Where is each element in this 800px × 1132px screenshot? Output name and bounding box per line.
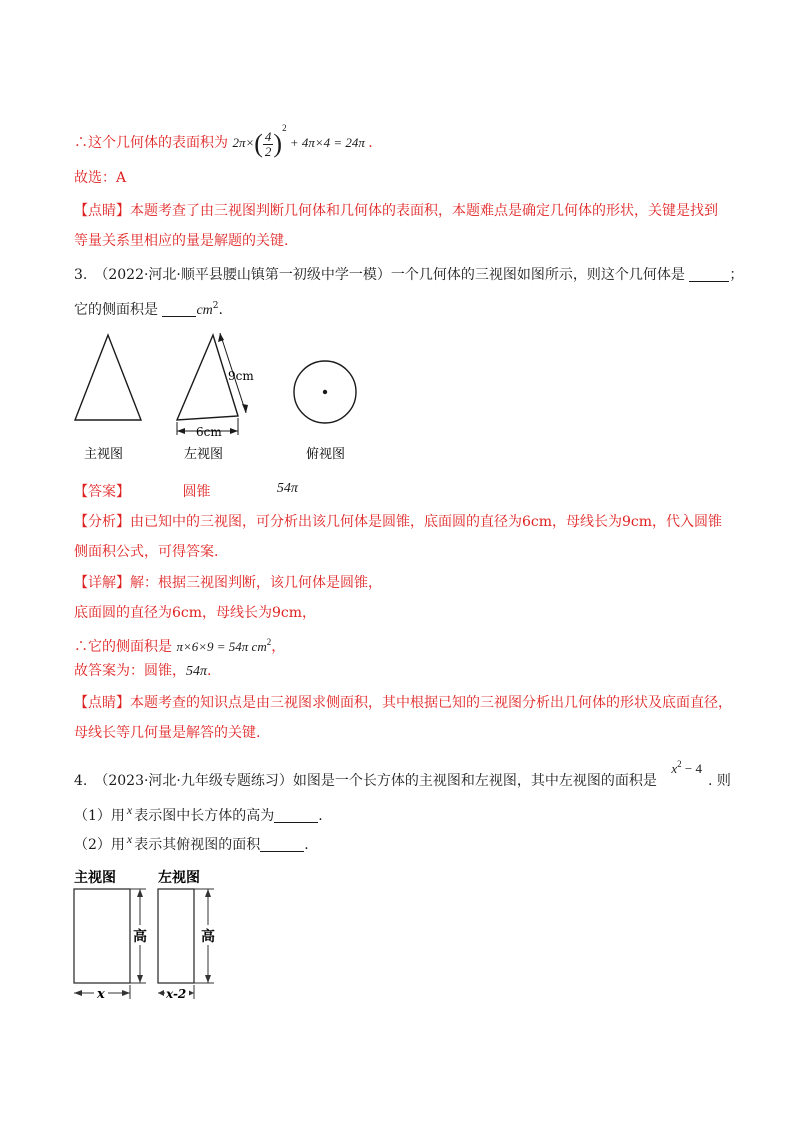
- q3-line-1-end: ；: [729, 267, 744, 283]
- answer-tag: 【答案】: [74, 484, 130, 500]
- slant-arrow-bottom: [242, 404, 248, 413]
- q3-unit-exp: 2: [212, 301, 219, 311]
- q4-sub2: [74, 832, 309, 855]
- left-paren: (: [254, 129, 263, 159]
- q3-line-2: [74, 296, 223, 321]
- fraction: [263, 130, 274, 159]
- slant-arrow-top: [218, 333, 224, 342]
- fraction-numerator: 4: [264, 128, 272, 144]
- q3-three-views-figure: [60, 325, 400, 465]
- point2-tag: 【点睛】: [74, 695, 130, 711]
- q4-front-height-arrow-top: [137, 889, 143, 897]
- detail-line-3: [74, 632, 285, 657]
- q4-expr: [671, 761, 702, 776]
- detail-formula-expr: π×6×9 = 54π cm: [176, 639, 267, 654]
- point2-line-1: [74, 693, 732, 713]
- analysis-tag: 【分析】: [74, 514, 130, 530]
- point2-line-2: 母线长等几何量是解答的关键.: [74, 725, 261, 741]
- detail-text-4: 故答案为：圆锥，: [74, 663, 186, 679]
- q4-expr-var: x: [671, 761, 678, 776]
- q3-unit: cm: [196, 303, 213, 318]
- q3-answer-blank-2[interactable]: [162, 302, 196, 317]
- q4-sub2-a: （2）用: [74, 837, 125, 853]
- q4-left-title: 左视图: [158, 870, 200, 886]
- point-tag: 【点睛】: [74, 203, 130, 219]
- detail-line-3-end: ，: [271, 639, 286, 655]
- q4-answer-blank-1[interactable]: [274, 808, 318, 823]
- q4-left-width-label: x-2: [166, 987, 187, 1001]
- q4-answer-blank-2[interactable]: [260, 837, 304, 852]
- q4-expr-tail: − 4: [681, 761, 702, 776]
- q3-text-2: 它的侧面积是: [74, 302, 158, 318]
- q4-front-width-arrow-left: [74, 990, 82, 996]
- analysis-line-2: 侧面积公式，可得答案.: [74, 544, 219, 560]
- left-view-label: 左视图: [184, 447, 224, 462]
- analysis-text-1: 由已知中的三视图，可分析出该几何体是圆锥，底面圆的直径为6cm，母线长为9cm，代入圆锥: [130, 514, 723, 530]
- q4-sub1-x: x: [126, 803, 133, 817]
- detail-value: 54π: [186, 664, 208, 679]
- q3-answer-blank-1[interactable]: [689, 267, 729, 282]
- q3-line-1: [74, 265, 743, 285]
- q4-expr-exp: 2: [677, 759, 682, 769]
- front-view-label: 主视图: [84, 447, 124, 462]
- detail-line-2: 底面圆的直径为6cm，母线长为9cm，: [74, 605, 317, 621]
- q4-sub2-x: x: [126, 832, 133, 846]
- q4-front-width-label: x: [97, 987, 105, 1002]
- choice-line: 故选：A: [74, 170, 127, 186]
- detail-text-1: 解：根据三视图判断，该几何体是圆锥，: [130, 575, 382, 591]
- right-paren: ): [273, 129, 283, 159]
- top-view-label: 俯视图: [306, 447, 346, 462]
- q4-left-height-arrow-top: [205, 889, 211, 897]
- q4-sub1-end: .: [318, 808, 323, 824]
- surface-area-prefix: ∴这个几何体的表面积为: [74, 135, 228, 151]
- top-view-center-dot: [323, 390, 327, 394]
- q4-front-height-label: 高: [133, 929, 147, 945]
- front-view-triangle: [75, 335, 141, 420]
- detail-tag: 【详解】: [74, 575, 130, 591]
- base-arrow-left: [177, 428, 185, 434]
- detail-line-4: [74, 661, 211, 682]
- slant-label: 9cm: [228, 369, 254, 383]
- q4-text-1: 4. （2023·河北·九年级专题练习）如图是一个长方体的主视图和左视图，其中左视图的面积是: [74, 773, 657, 789]
- q4-left-height-label: 高: [201, 929, 215, 945]
- q4-left-width-arrow-left: [158, 990, 164, 996]
- q4-sub1-b: 表示图中长方体的高为: [134, 808, 275, 824]
- q3-line-2-end: .: [218, 302, 223, 318]
- point2-text-1: 本题考查的知识点是由三视图求侧面积，其中根据已知的三视图分析出几何体的形状及底面直径，: [130, 695, 732, 711]
- q4-views-figure: [70, 865, 230, 1005]
- surface-area-formula: [232, 123, 368, 159]
- surface-area-line: [74, 108, 373, 159]
- q4-left-rect: [158, 889, 194, 983]
- detail-formula-exp: 2: [266, 637, 272, 647]
- detail-formula: [176, 639, 271, 654]
- formula-part-a: 2π×: [232, 135, 255, 150]
- q4-line-1-end: . 则: [707, 773, 731, 789]
- answer-line: [74, 482, 298, 503]
- q4-sub1: [74, 803, 323, 826]
- point-line-2: 等量关系里相应的量是解题的关键.: [74, 233, 289, 249]
- q4-line-1: [74, 759, 731, 791]
- formula-part-b: + 4π×4 = 24π: [286, 135, 365, 150]
- q4-sub2-end: .: [304, 837, 309, 853]
- surface-area-end: .: [368, 135, 373, 151]
- q4-front-rect: [74, 889, 130, 983]
- detail-line-4-end: .: [207, 663, 212, 679]
- point-text-1: 本题考查了由三视图判断几何体和几何体的表面积，本题难点是确定几何体的形状，关键是找到: [130, 203, 718, 219]
- q3-text-1: 3. （2022·河北·顺平县腰山镇第一初级中学一模）一个几何体的三视图如图所示，则这个几何体是: [74, 267, 685, 283]
- q4-front-width-arrow-right: [122, 990, 130, 996]
- detail-text-3: ∴它的侧面积是: [74, 639, 172, 655]
- q4-front-height-arrow-bottom: [137, 975, 143, 983]
- base-label: 6cm: [196, 425, 222, 439]
- answer-value-1: 圆锥: [182, 484, 211, 500]
- answer-value-2: 54π: [276, 481, 298, 496]
- q4-front-title: 主视图: [74, 870, 116, 886]
- point-line-1: [74, 201, 718, 221]
- q4-left-height-arrow-bottom: [205, 975, 211, 983]
- fraction-denominator: 2: [264, 143, 272, 159]
- detail-line-1: [74, 573, 382, 593]
- formula-exponent: 2: [282, 123, 287, 133]
- q4-sub2-b: 表示其俯视图的面积: [134, 837, 261, 853]
- q4-sub1-a: （1）用: [74, 808, 125, 824]
- base-arrow-right: [230, 428, 238, 434]
- analysis-line-1: [74, 512, 722, 532]
